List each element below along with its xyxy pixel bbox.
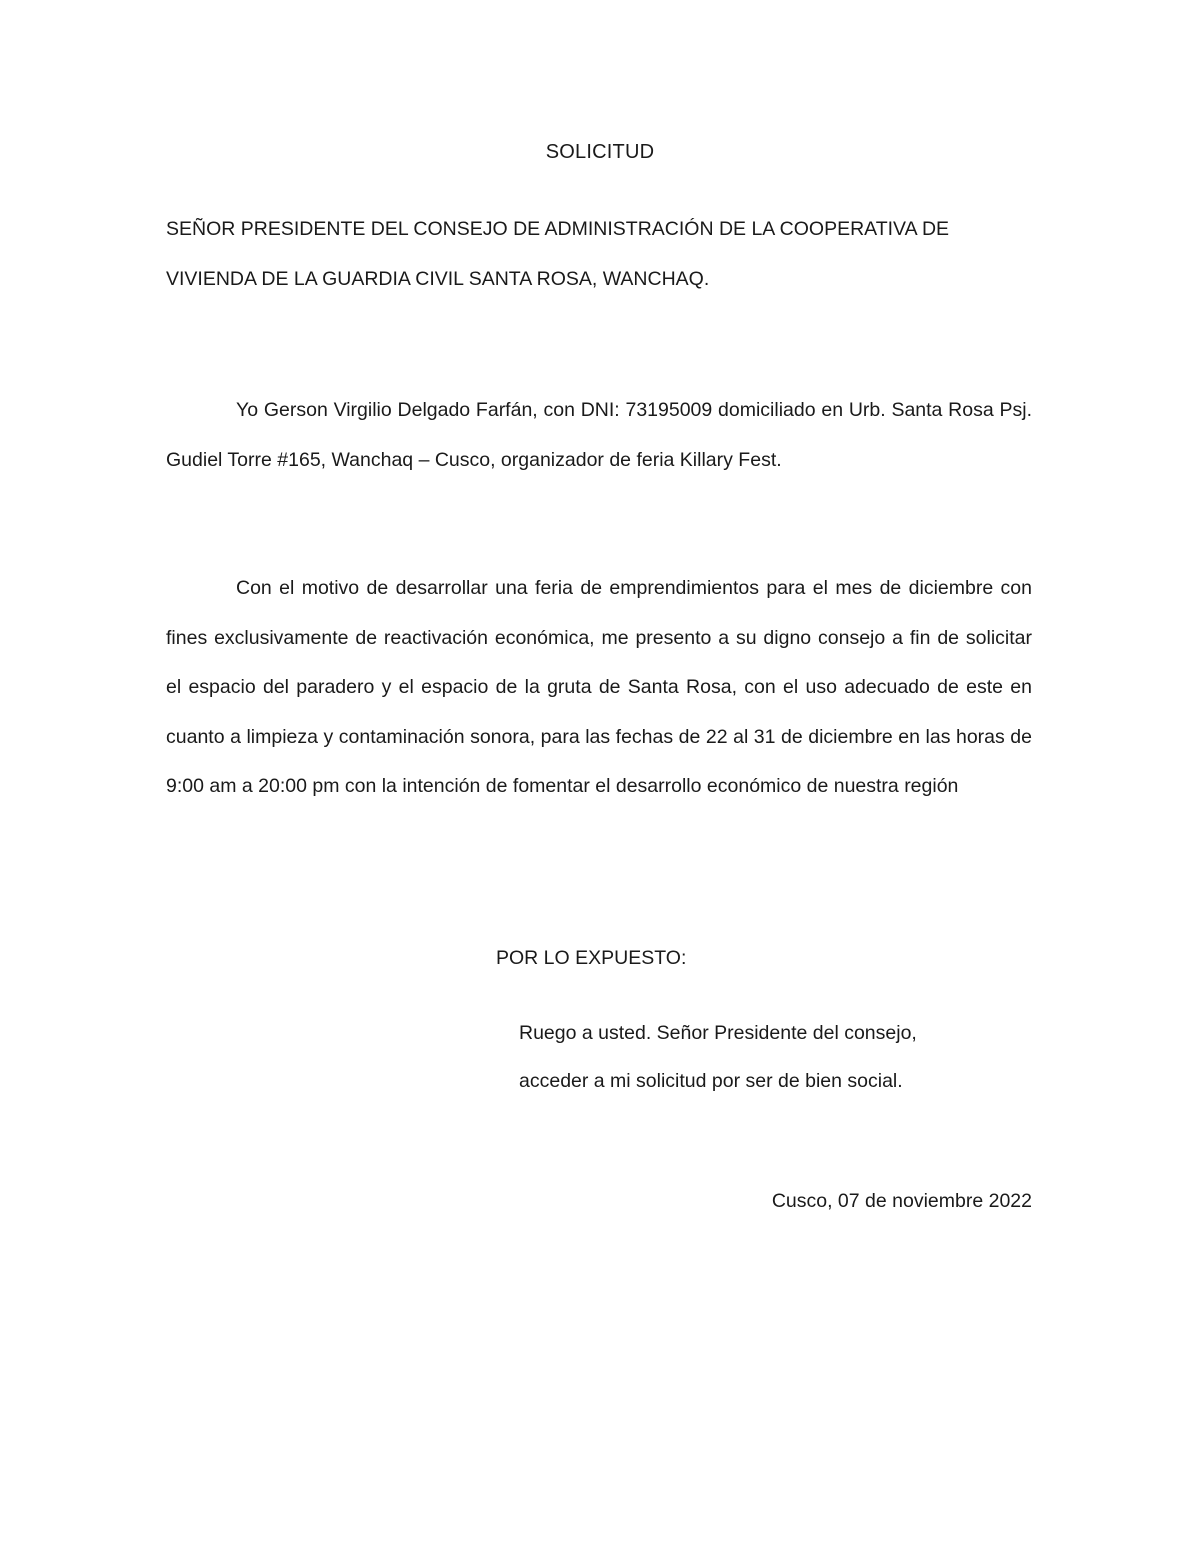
paragraph-identification bbox=[166, 385, 1032, 485]
petition-line-1: Ruego a usted. Señor Presidente del consejo, bbox=[519, 1022, 917, 1044]
petition-block bbox=[519, 1009, 917, 1105]
place-and-date: Cusco, 07 de noviembre 2022 bbox=[771, 1190, 1032, 1212]
paragraph-request-text: Con el motivo de desarrollar una feria de emprendimientos para el mes de diciembre con fines exclusivamente de reactivación económica, me presento a su digno consejo a fin de solicitar el espacio del paradero y el espacio de la gruta de Santa Rosa, con el uso adecuado de este en cuanto a limpieza y contaminación sonora, para las fechas de 22 al 31 de diciembre en las horas de 9:00 am a 20:00 pm con la intención de fomentar el desarrollo económico de nuestra región bbox=[166, 577, 1032, 798]
addressee-block bbox=[166, 204, 1032, 304]
document-title: SOLICITUD bbox=[545, 141, 655, 163]
addressee-line-2: VIVIENDA DE LA GUARDIA CIVIL SANTA ROSA, WANCHAQ. bbox=[166, 268, 710, 290]
por-lo-expuesto-heading: POR LO EXPUESTO: bbox=[496, 947, 687, 969]
paragraph-request bbox=[166, 564, 1032, 812]
addressee-line-1: SEÑOR PRESIDENTE DEL CONSEJO DE ADMINISTRACIÓN DE LA COOPERATIVA DE bbox=[166, 218, 950, 240]
petition-line-2: acceder a mi solicitud por ser de bien social. bbox=[519, 1070, 903, 1092]
paragraph-identification-text: Yo Gerson Virgilio Delgado Farfán, con DNI: 73195009 domiciliado en Urb. Santa Rosa Psj. Gudiel Torre #165, Wanchaq – Cusco, organizador de feria Killary Fest. bbox=[166, 399, 1032, 471]
